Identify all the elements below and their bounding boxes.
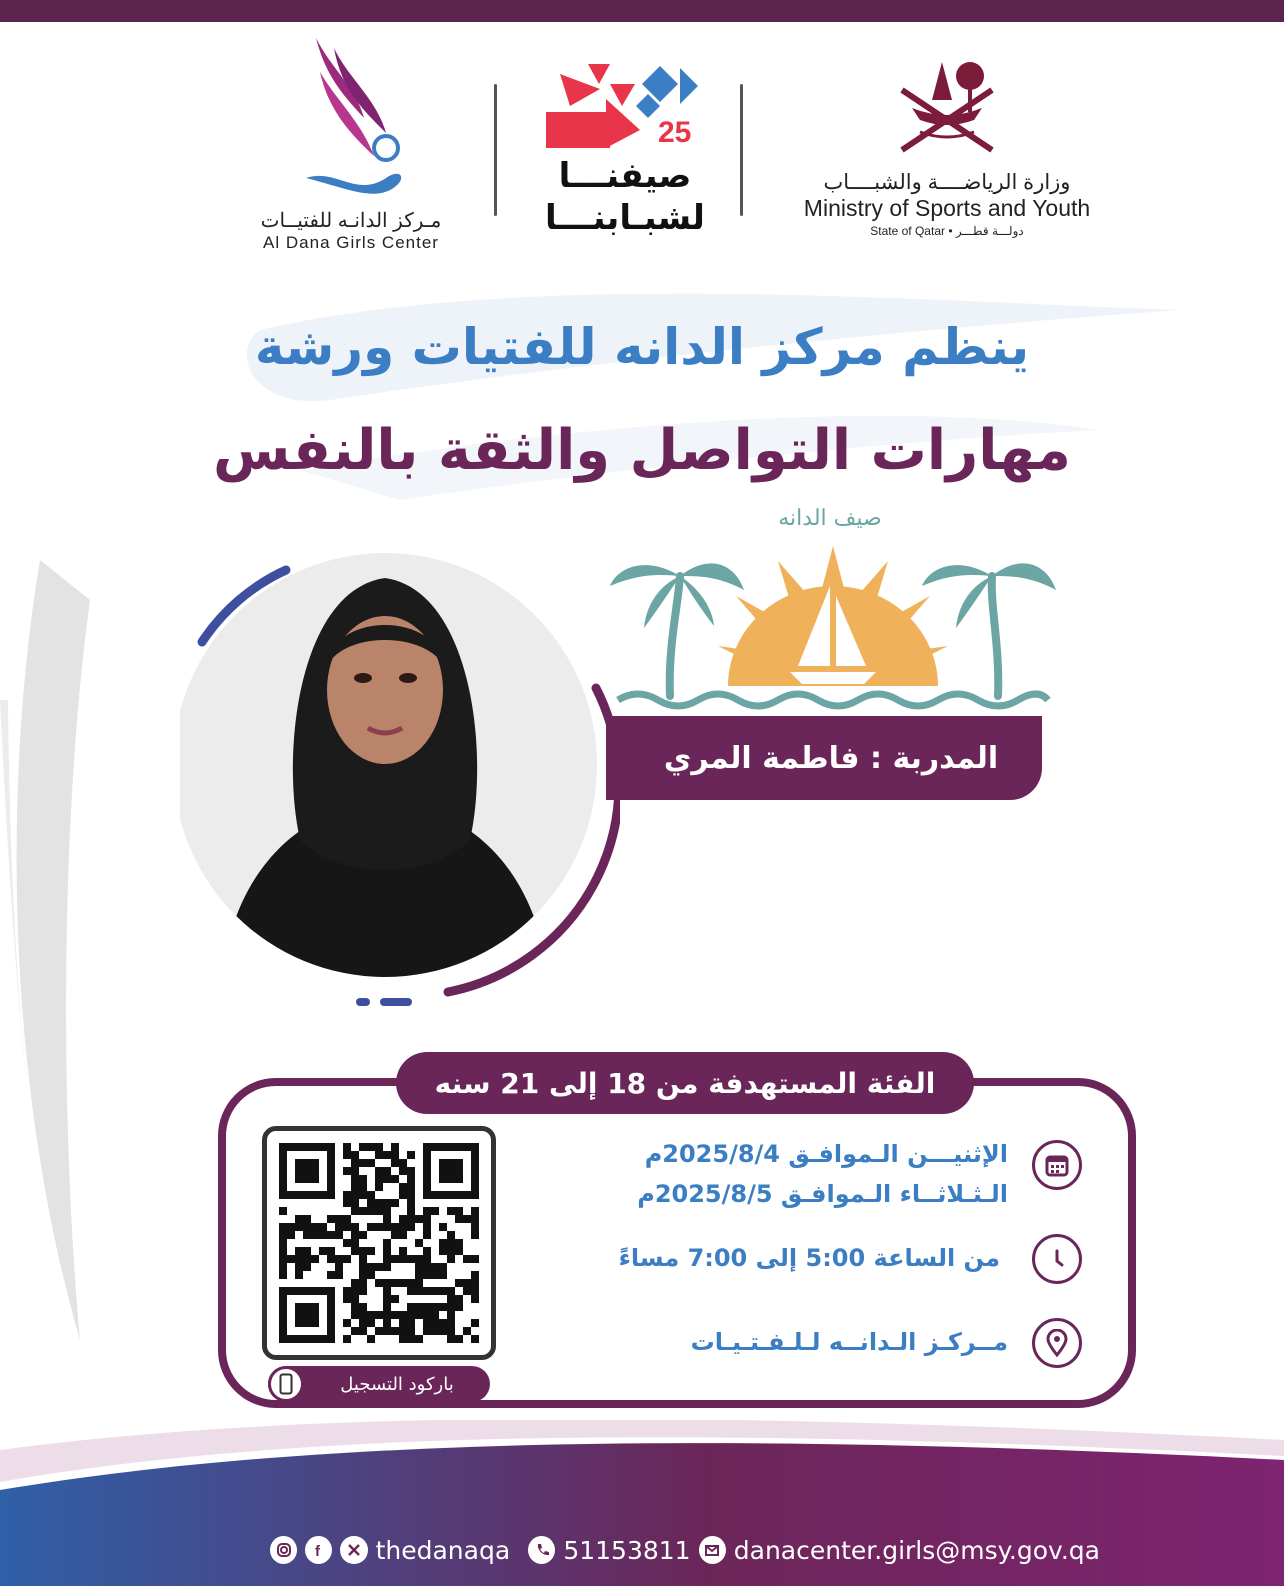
- logo-divider: [494, 84, 497, 216]
- phone-call-icon[interactable]: [528, 1536, 555, 1564]
- ministry-emblem-icon: [792, 50, 1102, 162]
- instagram-icon[interactable]: [270, 1536, 297, 1564]
- summer-logo-line2: لشبـابنـــا: [545, 198, 705, 238]
- email-icon[interactable]: [699, 1536, 726, 1564]
- summer-badge-text: صيف الدانه: [778, 506, 882, 531]
- summer-logo: [540, 44, 710, 244]
- time-text: من الساعة 5:00 إلى 7:00 مساءً: [618, 1244, 1000, 1272]
- trainer-label: المدربة : فاطمة المري: [606, 716, 1042, 800]
- phone-icon: [268, 1366, 304, 1402]
- logo-divider: [740, 84, 743, 216]
- date-line-1: الإثنيـــن الـموافـق 2025/8/4م: [644, 1140, 1008, 1168]
- dana-name-en: Al Dana Girls Center: [263, 233, 439, 252]
- headline-line2: مهارات التواصل والثقة بالنفس: [213, 418, 1071, 483]
- age-group-pill: الفئة المستهدفة من 18 إلى 21 سنه: [396, 1052, 974, 1114]
- ministry-name-ar: وزارة الرياضــــة والشبــــاب: [823, 171, 1071, 194]
- facebook-icon[interactable]: [305, 1536, 332, 1564]
- registration-qr-code[interactable]: [262, 1126, 496, 1360]
- ministry-name-en: Ministry of Sports and Youth: [803, 195, 1091, 221]
- location-pin-icon: [1032, 1318, 1082, 1368]
- footer-contacts: [270, 1530, 1100, 1570]
- trainer-portrait: [180, 550, 620, 1010]
- dana-name-ar: مـركز الدانـه للفتيــات: [260, 210, 442, 232]
- dana-logo-mark-icon: [236, 28, 466, 198]
- phone-number[interactable]: 51153811: [563, 1535, 691, 1565]
- calendar-icon: [1032, 1140, 1082, 1190]
- svg-text:f: f: [314, 1543, 320, 1558]
- date-line-2: الـثـلاثــاء الـموافـق 2025/8/5م: [637, 1180, 1008, 1208]
- ministry-logo: [792, 50, 1102, 250]
- x-icon[interactable]: [340, 1536, 367, 1564]
- dana-logo: [236, 28, 466, 254]
- ministry-state: State of Qatar • دولـــة قطـــر: [870, 224, 1024, 238]
- clock-icon: [1032, 1234, 1082, 1284]
- headline-line1: ينظم مركز الدانه للفتيات ورشة: [254, 318, 1030, 376]
- summer-logo-line1: صيفنـــا: [558, 156, 692, 196]
- social-handle[interactable]: thedanaqa: [375, 1535, 511, 1565]
- location-text: مــركـز الـدانــه لـلـفـتـيـات: [690, 1328, 1008, 1356]
- email-address[interactable]: danacenter.girls@msy.gov.qa: [733, 1535, 1100, 1565]
- qr-label-pill: [268, 1366, 490, 1402]
- qr-label-text: باركود التسجيل: [340, 1373, 454, 1395]
- summer-logo-number: 25: [658, 116, 692, 149]
- summer-sun-palms-illustration: [608, 536, 1058, 716]
